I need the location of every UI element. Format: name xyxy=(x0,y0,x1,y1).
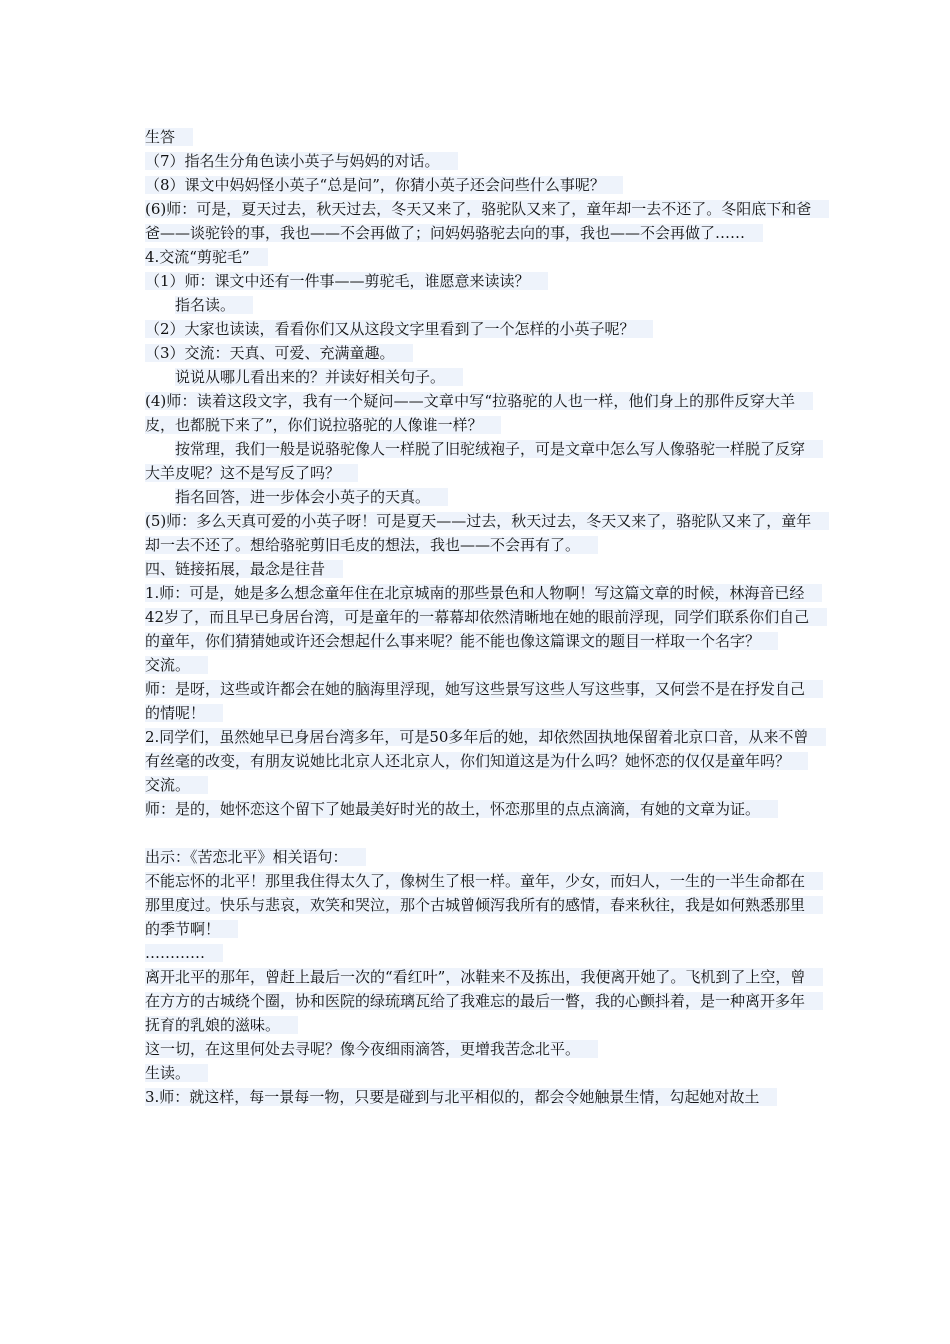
paragraph: 生答 xyxy=(145,125,813,149)
ellipsis-line: ………… xyxy=(145,941,813,965)
paragraph: 指名回答，进一步体会小英子的天真。 xyxy=(145,485,813,509)
quote-paragraph: 不能忘怀的北平！那里我住得太久了，像树生了根一样。童年，少女，而妇人，一生的一半生命都在那里度过。快乐与悲哀，欢笑和哭泣，那个古城曾倾泻我所有的感情，春来秋往，我是如何熟悉那里的季节啊！ xyxy=(145,869,813,941)
paragraph: 3.师：就这样，每一景每一物，只要是碰到与北平相似的，都会令她触景生情，勾起她对故土 xyxy=(145,1085,813,1109)
paragraph: 师：是呀，这些或许都会在她的脑海里浮现，她写这些景写这些人写这些事，又何尝不是在抒发自己的情呢！ xyxy=(145,677,813,725)
quote-paragraph: 离开北平的那年，曾赶上最后一次的“看红叶”，冰鞋来不及拣出，我便离开她了。飞机到了上空，曾在方方的古城绕个圈，协和医院的绿琉璃瓦给了我难忘的最后一瞥，我的心颤抖着，是一种离开多年抚育的乳娘的滋味。 xyxy=(145,965,813,1037)
paragraph: （7）指名生分角色读小英子与妈妈的对话。 xyxy=(145,149,813,173)
paragraph: （3）交流：天真、可爱、充满童趣。 xyxy=(145,341,813,365)
paragraph: 师：是的，她怀恋这个留下了她最美好时光的故土，怀恋那里的点点滴滴，有她的文章为证。 xyxy=(145,797,813,821)
paragraph: （8）课文中妈妈怪小英子“总是问”，你猜小英子还会问些什么事呢？ xyxy=(145,173,813,197)
paragraph: （2）大家也读读，看看你们又从这段文字里看到了一个怎样的小英子呢？ xyxy=(145,317,813,341)
paragraph: 按常理，我们一般是说骆驼像人一样脱了旧驼绒袍子，可是文章中怎么写人像骆驼一样脱了反穿大羊皮呢？这不是写反了吗？ xyxy=(145,437,813,485)
paragraph: 1.师：可是，她是多么想念童年住在北京城南的那些景色和人物啊！写这篇文章的时候，林海音已经42岁了，而且早已身居台湾，可是童年的一幕幕却依然清晰地在她的眼前浮现，同学们联系你们自己的童年，你们猜猜她或许还会想起什么事来呢？能不能也像这篇课文的题目一样取一个名字？ xyxy=(145,581,813,653)
paragraph: （1）师：课文中还有一件事——剪驼毛，谁愿意来读读？ xyxy=(145,269,813,293)
paragraph: 交流。 xyxy=(145,653,813,677)
paragraph: 说说从哪儿看出来的？并读好相关句子。 xyxy=(145,365,813,389)
blank-line xyxy=(145,821,813,845)
paragraph: (4)师：读着这段文字，我有一个疑问——文章中写“拉骆驼的人也一样，他们身上的那件反穿大羊皮，也都脱下来了”，你们说拉骆驼的人像谁一样？ xyxy=(145,389,813,437)
paragraph: 生读。 xyxy=(145,1061,813,1085)
paragraph: 交流。 xyxy=(145,773,813,797)
paragraph: 出示：《苦恋北平》相关语句： xyxy=(145,845,813,869)
document-body xyxy=(145,125,813,1109)
quote-paragraph: 这一切，在这里何处去寻呢？像今夜细雨滴答，更增我苦念北平。 xyxy=(145,1037,813,1061)
section-heading: 4.交流“剪驼毛” xyxy=(145,245,813,269)
paragraph: (6)师：可是，夏天过去，秋天过去，冬天又来了，骆驼队又来了，童年却一去不还了。冬阳底下和爸爸——谈驼铃的事，我也——不会再做了；问妈妈骆驼去向的事，我也——不会再做了…… xyxy=(145,197,813,245)
paragraph: (5)师：多么天真可爱的小英子呀！可是夏天——过去，秋天过去，冬天又来了，骆驼队又来了，童年却一去不还了。想给骆驼剪旧毛皮的想法，我也——不会再有了。 xyxy=(145,509,813,557)
section-heading: 四、链接拓展，最念是往昔 xyxy=(145,557,813,581)
paragraph: 指名读。 xyxy=(145,293,813,317)
paragraph: 2.同学们，虽然她早已身居台湾多年，可是50多年后的她，却依然固执地保留着北京口音，从来不曾有丝毫的改变，有朋友说她比北京人还北京人，你们知道这是为什么吗？她怀恋的仅仅是童年吗？ xyxy=(145,725,813,773)
